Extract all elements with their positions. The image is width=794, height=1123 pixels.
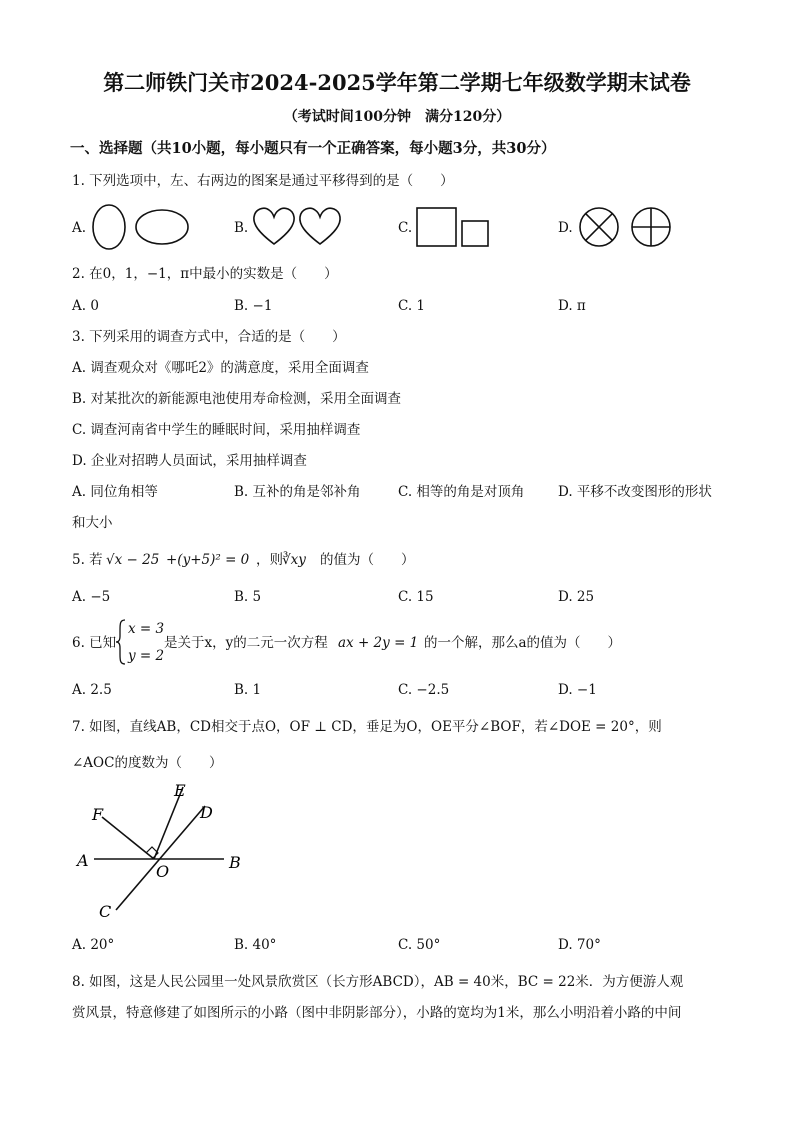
q1-option-c-label: C. bbox=[398, 220, 413, 236]
q7-option-a: A. 20° bbox=[72, 937, 115, 953]
q1-option-c-figure bbox=[416, 207, 496, 249]
q3-option-a: A. 调查观众对《哪吒2》的满意度，采用全面调查 bbox=[72, 360, 369, 376]
q5-cuberoot-expression: ∛xy bbox=[282, 552, 306, 568]
page-title: 第二师铁门关市2024-2025学年第二学期七年级数学期末试卷 bbox=[103, 70, 691, 95]
q3-option-b: B. 对某批次的新能源电池使用寿命检测，采用全面调查 bbox=[72, 391, 402, 407]
section-heading: 一、选择题（共10小题，每小题只有一个正确答案，每小题3分，共30分） bbox=[70, 140, 556, 157]
q6-option-c: C. −2.5 bbox=[398, 682, 450, 698]
page-subtitle: （考试时间100分钟 满分120分） bbox=[283, 109, 511, 125]
question-5-stem-end: 的值为（ ） bbox=[320, 552, 415, 568]
q7-label-o: O bbox=[156, 862, 170, 881]
q4-option-b: B. 互补的角是邻补角 bbox=[234, 484, 361, 500]
q5-text-then: ，则 bbox=[256, 552, 283, 568]
question-6-stem-end: 的一个解，那么a的值为（ ） bbox=[424, 635, 622, 651]
q7-label-f: F bbox=[92, 805, 104, 824]
q4-option-d: D. 平移不改变图形的形状 bbox=[558, 484, 712, 500]
q7-option-d: D. 70° bbox=[558, 937, 601, 953]
q1-option-b-label: B. bbox=[234, 220, 249, 236]
q2-option-c: C. 1 bbox=[398, 298, 426, 314]
q6-equation-x: x = 3 bbox=[128, 621, 165, 637]
question-7-line-2: ∠AOC的度数为（ ） bbox=[72, 755, 223, 771]
question-2-stem: 2. 在0，1，−1，π中最小的实数是（ ） bbox=[72, 266, 338, 282]
q7-label-d: D bbox=[200, 803, 213, 822]
question-8-line-1: 8. 如图，这是人民公园里一处风景欣赏区（长方形ABCD），AB = 40米，BC = 22米．为方便游人观 bbox=[72, 974, 684, 990]
q6-equation: ax + 2y = 1 bbox=[338, 635, 419, 651]
q5-square-expression: +(y+5)² = 0 bbox=[166, 552, 250, 568]
question-6-stem-mid: 是关于x，y的二元一次方程 bbox=[164, 635, 328, 651]
q5-option-d: D. 25 bbox=[558, 589, 595, 605]
q2-option-d: D. π bbox=[558, 298, 586, 314]
q2-option-b: B. −1 bbox=[234, 298, 273, 314]
question-7-line-1: 7. 如图，直线AB，CD相交于点O，OF ⊥ CD，垂足为O，OE平分∠BOF，若∠DOE = 20°，则 bbox=[72, 719, 662, 735]
q1-option-d-label: D. bbox=[558, 220, 573, 236]
q7-option-c: C. 50° bbox=[398, 937, 441, 953]
q2-option-a: A. 0 bbox=[72, 298, 99, 314]
q4-continuation: 和大小 bbox=[72, 515, 113, 531]
q4-option-a: A. 同位角相等 bbox=[72, 484, 158, 500]
q3-option-d: D. 企业对招聘人员面试，采用抽样调查 bbox=[72, 453, 307, 469]
question-8-line-2: 赏风景，特意修建了如图所示的小路（图中非阴影部分），小路的宽均为1米，那么小明沿着小路的中间 bbox=[72, 1005, 682, 1021]
q7-label-b: B bbox=[229, 853, 241, 872]
q1-option-a-figure bbox=[90, 203, 200, 253]
q5-option-b: B. 5 bbox=[234, 589, 262, 605]
question-1-stem: 1. 下列选项中，左、右两边的图案是通过平移得到的是（ ） bbox=[72, 173, 454, 189]
q3-option-c: C. 调查河南省中学生的睡眠时间，采用抽样调查 bbox=[72, 422, 361, 438]
q7-option-b: B. 40° bbox=[234, 937, 277, 953]
q7-label-a: A bbox=[77, 851, 89, 870]
q7-label-e: E bbox=[174, 781, 186, 800]
q5-option-c: C. 15 bbox=[398, 589, 434, 605]
q1-option-a-label: A. bbox=[72, 220, 87, 236]
q1-option-d-figure bbox=[578, 207, 678, 251]
q1-option-b-figure bbox=[252, 206, 347, 248]
question-5-stem-start: 5. 若 bbox=[72, 552, 103, 568]
q6-option-d: D. −1 bbox=[558, 682, 597, 698]
q5-option-a: A. −5 bbox=[72, 589, 111, 605]
q6-option-b: B. 1 bbox=[234, 682, 262, 698]
q4-option-c: C. 相等的角是对顶角 bbox=[398, 484, 525, 500]
q7-label-c: C bbox=[99, 902, 112, 921]
q6-option-a: A. 2.5 bbox=[72, 682, 112, 698]
q5-sqrt-expression: √x − 25 bbox=[106, 552, 160, 568]
q7-geometry-figure bbox=[72, 780, 262, 922]
question-3-stem: 3. 下列采用的调查方式中，合适的是（ ） bbox=[72, 329, 346, 345]
question-6-stem-start: 6. 已知 bbox=[72, 635, 117, 651]
q6-equation-y: y = 2 bbox=[128, 648, 165, 664]
q6-brace bbox=[115, 618, 127, 666]
